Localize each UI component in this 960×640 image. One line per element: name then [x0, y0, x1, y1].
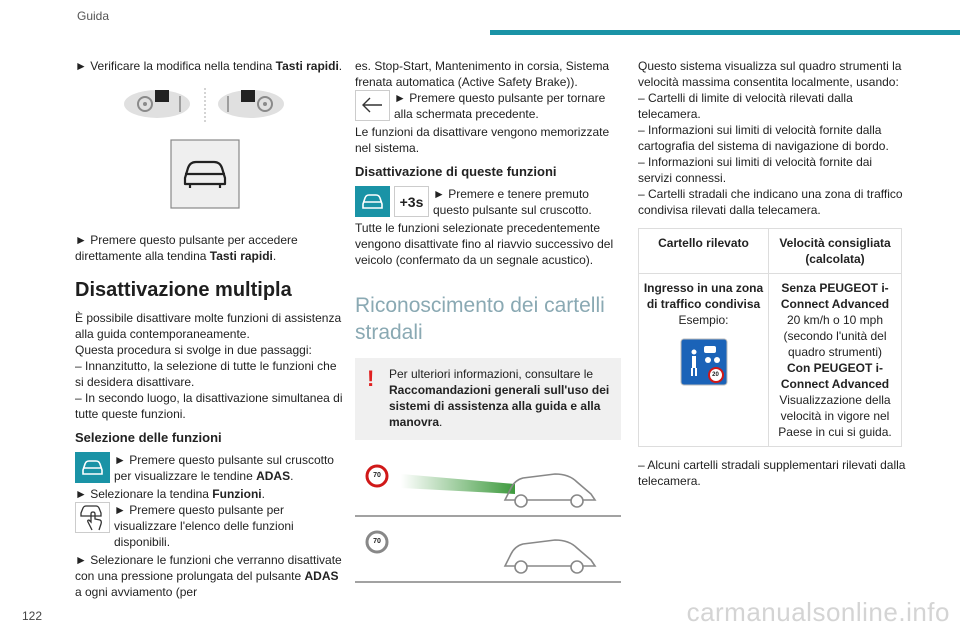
heading-sign-recognition: Riconoscimento dei cartelli stradali: [355, 294, 605, 344]
heading-multiple-deactivation: Disattivazione multipla: [75, 279, 292, 301]
shared-zone-speed: 20: [712, 372, 719, 378]
subheading-selection: Selezione delle funzioni: [75, 430, 222, 445]
steering-toggle-illustration: [75, 82, 347, 228]
paragraph-intro: È possibile disattivare molte funzioni di assistenza alla guida contemporaneamente.: [75, 311, 342, 341]
header-accent-bar: [490, 30, 960, 35]
paragraph-select-functions: ► Selezionare le funzioni che verranno disattivate con una pressione prolungata del pulsante ADAS a ogni avviamento (per: [75, 553, 342, 599]
back-arrow-icon: [355, 90, 390, 121]
paragraph-examples: es. Stop-Start, Mantenimento in corsia, Sistema frenata automatica (Active Safety Brake)).: [355, 59, 610, 89]
speed-sign-1-label: 70: [373, 472, 381, 479]
running-header: Guida: [77, 9, 110, 23]
warning-text: Per ulteriori informazioni, consultare le Raccomandazioni generali sull'uso dei sistemi di assistenza alla guida e alla manovra.: [389, 367, 610, 429]
paragraph-step-2: – In secondo luogo, la disattivazione simultanea di tutte queste funzioni.: [75, 391, 343, 421]
paragraph-deactivated: Tutte le funzioni selezionate precedentemente vengono disattivate fino al riavvio successivo del veicolo (confermato da un segnale acustico).: [355, 221, 614, 267]
column-3: [638, 58, 906, 489]
paragraph-additional: – Alcuni cartelli stradali supplementari rilevati dalla telecamera.: [638, 458, 906, 488]
speed-table: [638, 228, 902, 447]
table-header-speed: Velocità consigliata (calcolata): [769, 229, 902, 274]
instruction-hold: +3s ► Premere e tenere premuto questo pulsante sul cruscotto.: [355, 186, 621, 218]
watermark: carmanualsonline.info: [686, 597, 950, 627]
paragraph-system: Questo sistema visualizza sul quadro strumenti la velocità massima consentita localmente, usando:: [638, 59, 902, 89]
paragraph-memorized: Le funzioni da disattivare vengono memorizzate nel sistema.: [355, 125, 610, 155]
paragraph-source-2: – Informazioni sui limiti di velocità fornite dalla cartografia del sistema di navigazione di bordo.: [638, 123, 889, 153]
subheading-deactivation: Disattivazione di queste funzioni: [355, 164, 557, 179]
column-1: [75, 58, 347, 600]
car-button-icon: [75, 452, 110, 483]
warning-exclamation-icon: !: [367, 366, 375, 391]
hold-3s-icon: +3s: [394, 186, 429, 217]
table-cell-sign: Ingresso in una zona di traffico condivisa Esempio: 20: [639, 274, 769, 447]
sign-illustration-1: [355, 454, 621, 518]
table-row: [639, 274, 902, 447]
table-header-sign: Cartello rilevato: [639, 229, 769, 274]
speed-sign-2-label: 70: [373, 538, 381, 545]
paragraph-source-1: – Cartelli di limite di velocità rilevati dalla telecamera.: [638, 91, 853, 121]
car-button-icon: [355, 186, 390, 217]
instruction-back: ► Premere questo pulsante per tornare alla schermata precedente.: [355, 90, 621, 122]
table-cell-speed: Senza PEUGEOT i-Connect Advanced 20 km/h o 10 mph (secondo l'unità del quadro strumenti) Con PEUGEOT i-Connect Advanced Visualizzazione della velocità in vigore nel Paese in cui si guida.: [769, 274, 902, 447]
sign-illustration-2: [355, 524, 621, 584]
warning-box: [355, 358, 621, 440]
shortcut-illustration: [75, 82, 347, 228]
paragraph-verify: ► Verificare la modifica nella tendina Tasti rapidi.: [75, 59, 343, 73]
instruction-adas: ► Premere questo pulsante sul cruscotto per visualizzare le tendine ADAS.: [75, 452, 347, 484]
paragraph-source-4: – Cartelli stradali che indicano una zona di traffico condivisa rilevati dalla telecamera.: [638, 187, 903, 217]
paragraph-step-1: – Innanzitutto, la selezione di tutte le funzioni che si desidera disattivare.: [75, 359, 337, 389]
page-number: 122: [22, 609, 43, 623]
touch-car-icon: [75, 502, 110, 533]
column-2: [355, 58, 621, 584]
instruction-list: ► Premere questo pulsante per visualizzare l'elenco delle funzioni disponibili.: [75, 502, 347, 550]
paragraph-steps: Questa procedura si svolge in due passaggi:: [75, 343, 312, 357]
paragraph-source-3: – Informazioni sui limiti di velocità fornite dai servizi connessi.: [638, 155, 873, 185]
paragraph-select-tab: ► Selezionare la tendina Funzioni.: [75, 487, 265, 501]
shared-zone-sign: [680, 338, 728, 386]
paragraph-press-button: ► Premere questo pulsante per accedere direttamente alla tendina Tasti rapidi.: [75, 233, 298, 263]
